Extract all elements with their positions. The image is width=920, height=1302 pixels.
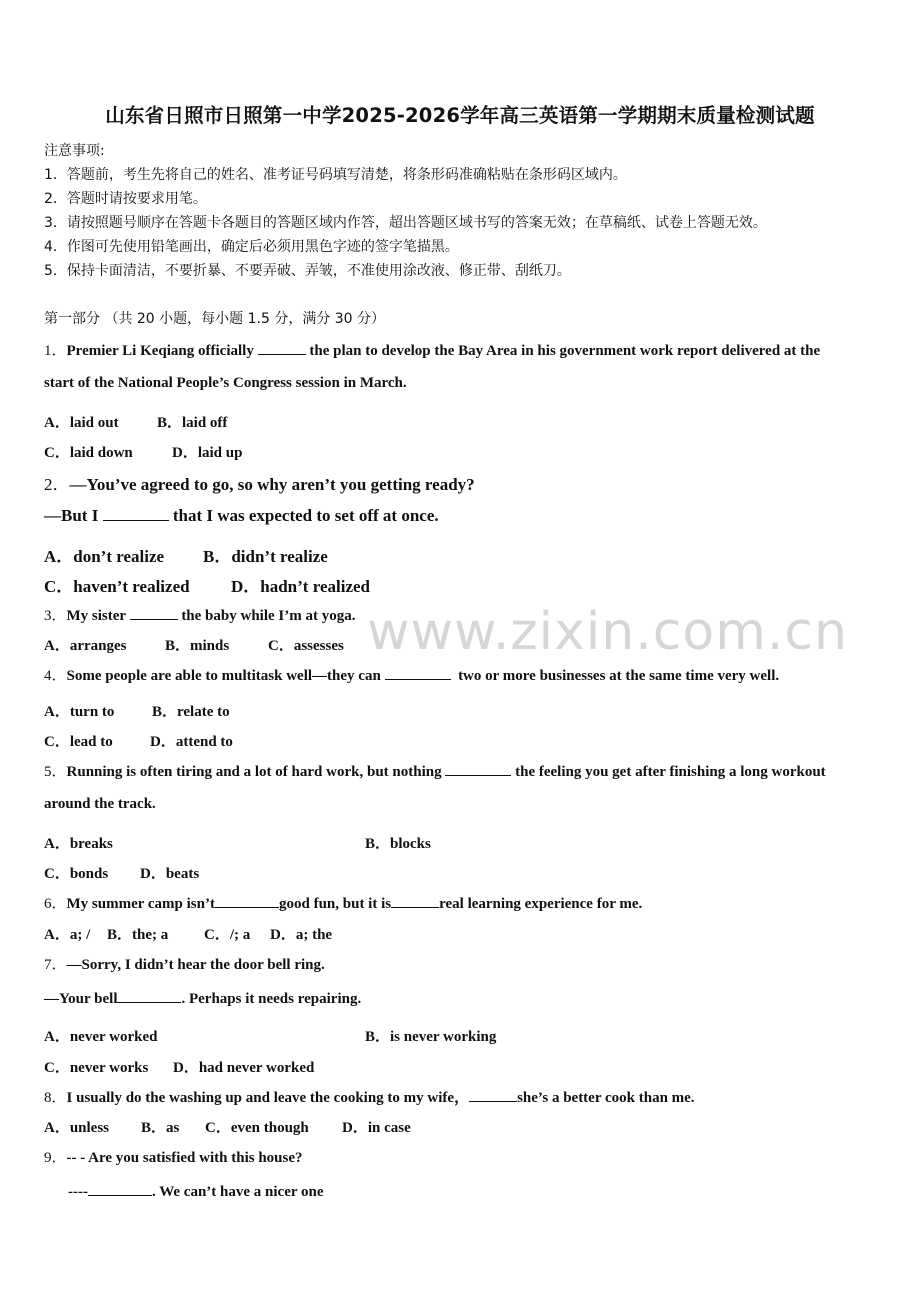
answer-blank[interactable] [215, 894, 279, 908]
option-a[interactable]: A．laid out [44, 415, 119, 431]
notice-item: 4．作图可先使用铅笔画出，确定后必须用黑色字迹的签字笔描黑。 [44, 239, 459, 255]
option-c[interactable]: C．never works [44, 1060, 149, 1076]
option-c[interactable]: C．even though [205, 1120, 309, 1136]
question-4 [44, 664, 779, 685]
notice-heading: 注意事项: [44, 143, 105, 159]
option-a[interactable]: A．unless [44, 1120, 110, 1136]
option-c[interactable]: C．lead to [44, 734, 113, 750]
options-row [44, 1025, 496, 1046]
question-number: 1． [44, 343, 67, 359]
option-a[interactable]: A．breaks [44, 836, 113, 852]
question-text: —Your bell [44, 991, 118, 1007]
question-text: Running is often tiring and a lot of hard work, but nothing [66, 764, 446, 780]
answer-blank[interactable] [445, 762, 511, 776]
options-row [44, 572, 370, 597]
option-b[interactable]: B．didn’t realize [203, 547, 328, 566]
answer-blank[interactable] [391, 894, 439, 908]
option-d[interactable]: D．a; the [270, 927, 333, 943]
question-text: Some people are able to multitask well—they can [66, 668, 385, 684]
question-text: Premier Li Keqiang officially [66, 343, 258, 359]
question-number: 9． [44, 1150, 67, 1166]
question-text: My summer camp isn’t [66, 896, 215, 912]
page-title: 山东省日照市日照第一中学2025-2026学年高三英语第一学期期末质量检测试题 [105, 104, 815, 127]
section-heading: 第一部分 （共 20 小题，每小题 1.5 分，满分 30 分） [44, 311, 386, 327]
question-text: —Sorry, I didn’t hear the door bell ring. [66, 957, 325, 973]
answer-blank[interactable] [385, 666, 451, 680]
option-d[interactable]: D．hadn’t realized [231, 577, 370, 596]
question-text: the baby while I’m at yoga. [177, 608, 356, 624]
option-b[interactable]: B．minds [165, 638, 230, 654]
answer-blank[interactable] [469, 1088, 517, 1102]
question-text-continued: start of the National People’s Congress session in March. [44, 375, 407, 391]
option-d[interactable]: D．in case [342, 1120, 411, 1136]
option-d[interactable]: D．attend to [150, 734, 233, 750]
question-text: —You’ve agreed to go, so why aren’t you getting ready? [69, 475, 475, 494]
answer-blank[interactable] [103, 507, 169, 521]
question-text: . We can’t have a nicer one [151, 1184, 324, 1200]
question-5 [44, 760, 826, 781]
option-b[interactable]: B．as [141, 1120, 180, 1136]
option-a[interactable]: A．don’t realize [44, 547, 165, 566]
question-text-continued: around the track. [44, 796, 156, 812]
question-text: My sister [66, 608, 130, 624]
question-number: 5． [44, 764, 67, 780]
option-b[interactable]: B．relate to [152, 704, 230, 720]
option-d[interactable]: D．had never worked [173, 1060, 315, 1076]
watermark: www.zixin.com.cn [367, 602, 848, 662]
options-row [44, 441, 242, 462]
option-a[interactable]: A．arranges [44, 638, 127, 654]
question-text: two or more businesses at the same time very well. [454, 668, 780, 684]
option-c[interactable]: C．laid down [44, 445, 133, 461]
option-c[interactable]: C．assesses [268, 638, 344, 654]
question-number: 8． [44, 1090, 67, 1106]
option-b[interactable]: B．blocks [365, 836, 431, 852]
question-9 [44, 1146, 303, 1167]
question-2 [44, 470, 475, 495]
option-c[interactable]: C．/; a [204, 927, 251, 943]
option-a[interactable]: A．turn to [44, 704, 115, 720]
option-b[interactable]: B．laid off [157, 415, 228, 431]
option-d[interactable]: D．beats [140, 866, 200, 882]
question-6 [44, 892, 642, 913]
question-3 [44, 604, 355, 625]
question-8 [44, 1086, 695, 1107]
option-c[interactable]: C．haven’t realized [44, 577, 190, 596]
options-row [44, 1116, 411, 1137]
question-number: 6． [44, 896, 67, 912]
options-row [44, 730, 233, 751]
options-row [44, 700, 230, 721]
question-number: 4． [44, 668, 67, 684]
question-number: 7． [44, 957, 67, 973]
option-c[interactable]: C．bonds [44, 866, 109, 882]
notice-item: 5．保持卡面清洁，不要折暴、不要弄破、弄皱，不准使用涂改液、修正带、刮纸刀。 [44, 263, 571, 279]
options-row [44, 634, 344, 655]
question-text: -- - Are you satisfied with this house? [66, 1150, 303, 1166]
question-text: she’s a better cook than me. [517, 1090, 695, 1106]
question-text: . Perhaps it needs repairing. [181, 991, 362, 1007]
question-text-continued [44, 989, 361, 1008]
options-row [44, 542, 328, 567]
question-text-continued [68, 1182, 324, 1201]
options-row [44, 862, 199, 883]
options-row [44, 411, 227, 432]
question-text: good fun, but it is [278, 896, 392, 912]
question-7 [44, 953, 325, 974]
option-d[interactable]: D．laid up [172, 445, 243, 461]
question-text: ---- [68, 1184, 88, 1200]
notice-item: 3．请按照题号顺序在答题卡各题目的答题区域内作答，超出答题区域书写的答案无效；在草稿纸、试卷上答题无效。 [44, 215, 767, 231]
question-text: the plan to develop the Bay Area in his government work report delivered at the [305, 343, 821, 359]
options-row [44, 1056, 314, 1077]
answer-blank[interactable] [88, 1182, 152, 1196]
option-b[interactable]: B．is never working [365, 1029, 497, 1045]
option-a[interactable]: A．a; / [44, 927, 91, 943]
option-b[interactable]: B．the; a [107, 927, 169, 943]
options-row [44, 923, 332, 944]
question-number: 2． [44, 475, 70, 494]
option-a[interactable]: A．never worked [44, 1029, 158, 1045]
question-text: I usually do the washing up and leave the cooking to my wife， [66, 1090, 470, 1106]
question-number: 3． [44, 608, 67, 624]
question-1 [44, 339, 820, 360]
question-text: the feeling you get after finishing a long workout [511, 764, 826, 780]
question-text-continued [44, 506, 439, 526]
question-text: that I was expected to set off at once. [168, 506, 439, 525]
answer-blank[interactable] [117, 989, 181, 1003]
notice-item: 2．答题时请按要求用笔。 [44, 191, 207, 207]
options-row [44, 832, 431, 853]
answer-blank[interactable] [258, 341, 306, 355]
notice-item: 1．答题前，考生先将自己的姓名、准考证号码填写清楚，将条形码准确粘贴在条形码区域内。 [44, 167, 627, 183]
question-text: —But I [44, 506, 103, 525]
question-text: real learning experience for me. [439, 896, 643, 912]
answer-blank[interactable] [130, 606, 178, 620]
